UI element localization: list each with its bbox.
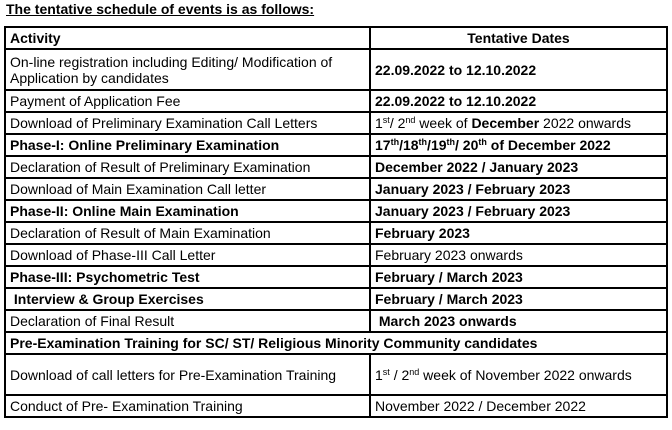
dates-cell	[370, 112, 667, 134]
activity-column-header: Activity	[5, 27, 370, 49]
date-month: December	[471, 115, 540, 131]
ordinal-suffix: st	[382, 366, 390, 377]
dates-cell: February 2023 onwards	[370, 244, 667, 266]
activity-cell: Declaration of Result of Main Examination	[5, 222, 370, 244]
date-number: 2	[397, 115, 406, 131]
ordinal-suffix: th	[478, 137, 487, 147]
dates-cell: December 2022 / January 2023	[370, 156, 667, 178]
dates-cell: February 2023	[370, 222, 667, 244]
ordinal-suffix: st	[382, 115, 390, 125]
dates-cell: November 2022 / December 2022	[370, 395, 667, 417]
activity-cell: Download of Preliminary Examination Call Letters	[5, 112, 370, 134]
training-section-row	[5, 332, 667, 354]
date-number: 18	[402, 137, 419, 153]
activity-cell: Declaration of Result of Preliminary Examination	[5, 156, 370, 178]
dates-cell: February / March 2023	[370, 288, 667, 310]
activity-cell: Phase-III: Psychometric Test	[5, 266, 370, 288]
table-row	[5, 134, 667, 156]
date-number: 1	[375, 366, 383, 383]
activity-cell: Phase-I: Online Preliminary Examination	[5, 134, 370, 156]
table-row	[5, 266, 667, 288]
activity-cell: Declaration of Final Result	[5, 310, 370, 332]
table-row	[5, 395, 667, 417]
dates-cell: 22.09.2022 to 12.10.2022	[370, 49, 667, 90]
date-separator: /	[389, 115, 398, 131]
table-row	[5, 178, 667, 200]
date-number: 20	[462, 137, 479, 153]
dates-column-header: Tentative Dates	[370, 27, 667, 49]
dates-cell	[370, 354, 667, 395]
table-row	[5, 112, 667, 134]
activity-cell: Download of call letters for Pre-Examination Training	[5, 354, 370, 395]
table-row	[5, 310, 667, 332]
date-number: 17	[375, 137, 391, 153]
ordinal-suffix: th	[390, 137, 400, 147]
date-text: of December 2022	[486, 137, 611, 153]
date-text: week of November 2022 onwards	[419, 366, 632, 383]
date-text: 2022 onwards	[539, 115, 631, 131]
ordinal-suffix: nd	[405, 115, 416, 125]
date-number: 2	[401, 366, 410, 383]
date-number: 19	[430, 137, 447, 153]
dates-cell: 22.09.2022 to 12.10.2022	[370, 90, 667, 112]
ordinal-suffix: th	[418, 137, 428, 147]
activity-cell: Phase-II: Online Main Examination	[5, 200, 370, 222]
activity-cell: Interview & Group Exercises	[5, 288, 370, 310]
date-separator: /	[389, 366, 402, 383]
table-row	[5, 244, 667, 266]
activity-cell: On-line registration including Editing/ Modification of Application by candidates	[5, 49, 370, 90]
date-number: 1	[375, 115, 383, 131]
table-row	[5, 49, 667, 90]
dates-cell: February / March 2023	[370, 266, 667, 288]
table-row	[5, 156, 667, 178]
dates-cell: January 2023 / February 2023	[370, 200, 667, 222]
table-header-row	[5, 27, 667, 49]
ordinal-suffix: nd	[409, 366, 420, 377]
table-row	[5, 200, 667, 222]
date-text: week of	[415, 115, 472, 131]
activity-cell: Conduct of Pre- Examination Training	[5, 395, 370, 417]
page-heading: The tentative schedule of events is as follows:	[6, 1, 315, 17]
activity-cell: Download of Main Examination Call letter	[5, 178, 370, 200]
table-row	[5, 288, 667, 310]
table-row	[5, 222, 667, 244]
dates-cell: 17th/18th/19th/ 20th of December 2022	[370, 134, 667, 156]
schedule-table	[4, 26, 668, 418]
activity-cell: Download of Phase-III Call Letter	[5, 244, 370, 266]
activity-cell: Payment of Application Fee	[5, 90, 370, 112]
dates-cell: January 2023 / February 2023	[370, 178, 667, 200]
table-row	[5, 354, 667, 395]
ordinal-suffix: th	[446, 137, 456, 147]
dates-cell: March 2023 onwards	[370, 310, 667, 332]
training-section-heading: Pre-Examination Training for SC/ ST/ Religious Minority Community candidates	[5, 332, 667, 354]
table-row	[5, 90, 667, 112]
